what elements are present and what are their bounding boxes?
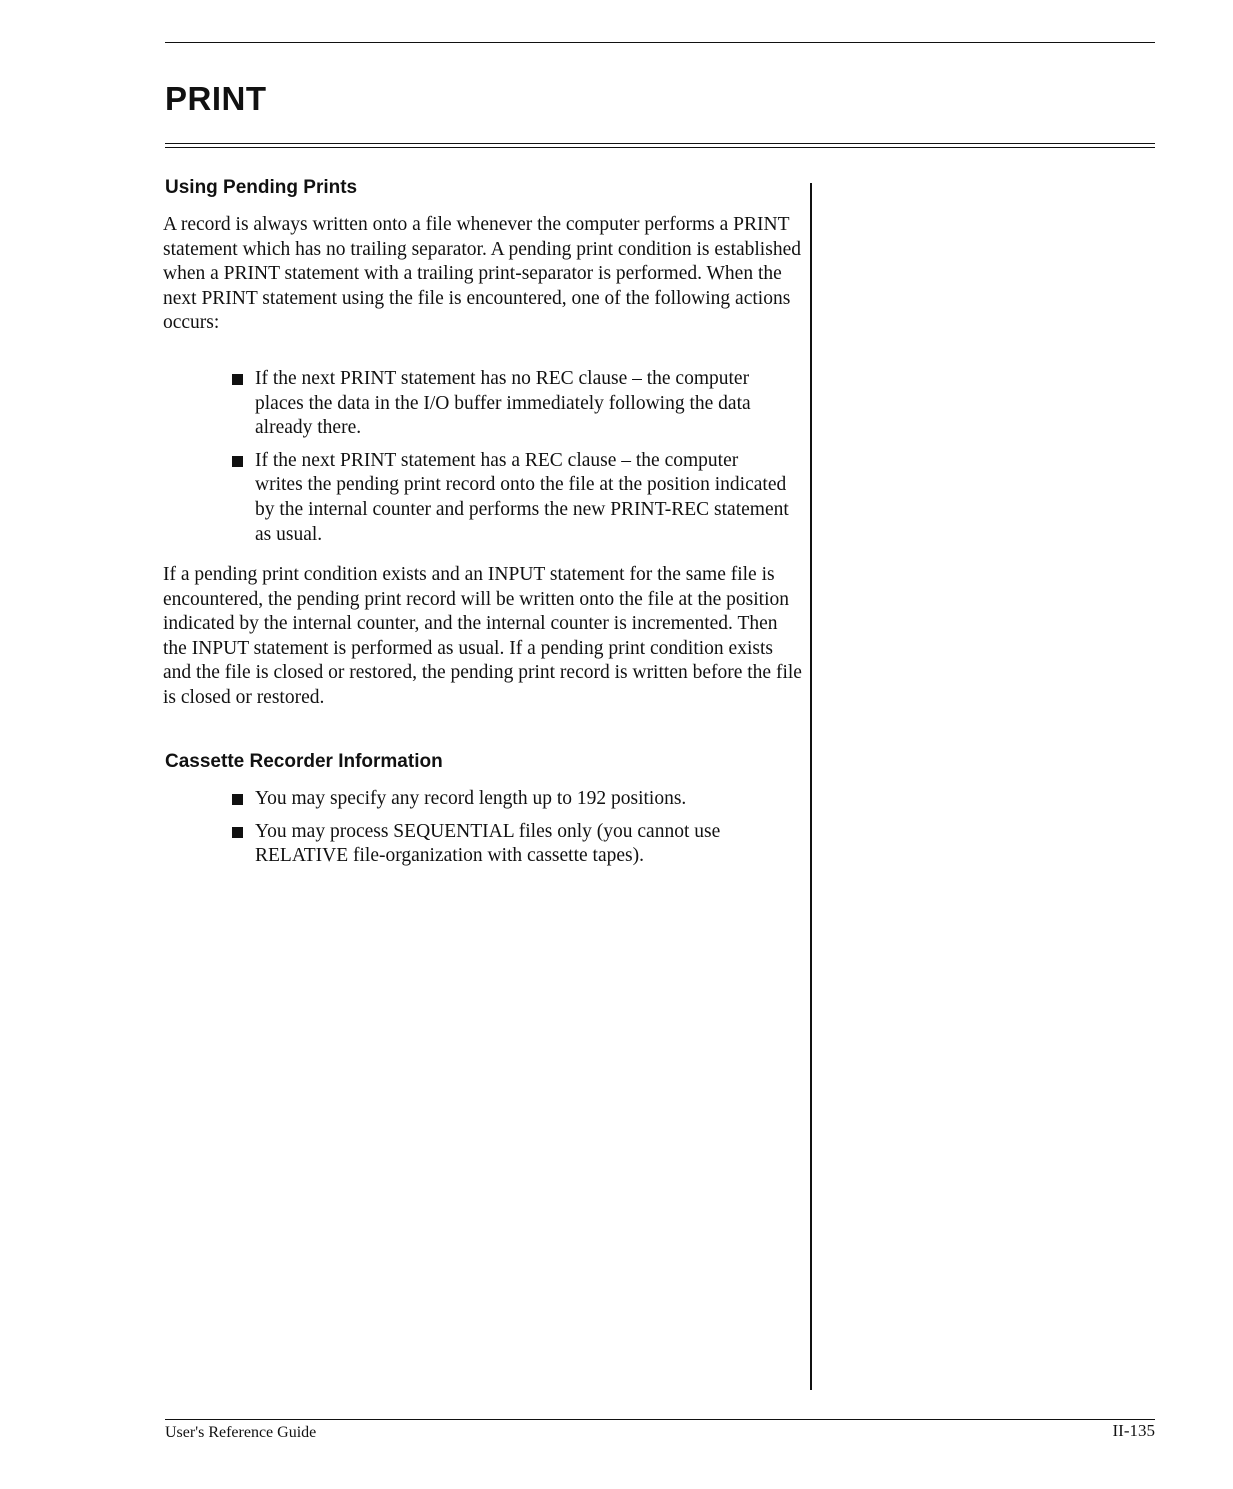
pending-intro-paragraph: A record is always written onto a file whenever the computer performs a PRINT statement which has no trailing separator. A pending print condition is established when a PRINT statement with a trailing print-separator is performed. When the next PRINT statement using the file is encountered, one of the following actions occurs:: [163, 214, 801, 334]
list-item-text: If the next PRINT statement has no REC clause – the computer places the data in the I/O buffer immediately following the data already there.: [255, 368, 751, 439]
page-title: PRINT: [165, 80, 267, 117]
pending-closing-paragraph: If a pending print condition exists and an INPUT statement for the same file is encountered, the pending print record will be written onto the file at the position indicated by the internal counter, and the internal counter is incremented. Then the INPUT statement is performed as usual. If a pending print condition exists and the file is closed or restored, the pending print record is written before the file is closed or restored.: [163, 564, 802, 708]
page-number: II-135: [1112, 1421, 1155, 1440]
pending-bullet-list: [230, 367, 790, 555]
square-bullet-icon: [232, 827, 243, 838]
top-rule: [165, 42, 1155, 43]
title-rule-upper: [165, 143, 1155, 144]
list-item: [230, 787, 790, 812]
list-item-text: If the next PRINT statement has a REC clause – the computer writes the pending print record onto the file at the position indicated by the internal counter and performs the new PRINT-REC statement as usual.: [255, 449, 789, 545]
list-item: [230, 449, 790, 547]
square-bullet-icon: [232, 794, 243, 805]
title-rule-lower: [165, 147, 1155, 148]
footer-rule: [165, 1419, 1155, 1420]
list-item-text: You may process SEQUENTIAL files only (you cannot use RELATIVE file-organization with cassette tapes).: [255, 820, 721, 867]
square-bullet-icon: [232, 374, 243, 385]
list-item-text: You may specify any record length up to 192 positions.: [255, 788, 687, 809]
cassette-bullet-list: [230, 787, 790, 877]
square-bullet-icon: [232, 456, 243, 467]
section-heading-pending-prints: Using Pending Prints: [165, 177, 358, 198]
list-item: [230, 820, 790, 869]
list-item: [230, 367, 790, 441]
column-divider: [810, 183, 812, 1390]
section-heading-cassette: Cassette Recorder Information: [165, 751, 443, 772]
footer-guide-title: User's Reference Guide: [165, 1424, 317, 1441]
